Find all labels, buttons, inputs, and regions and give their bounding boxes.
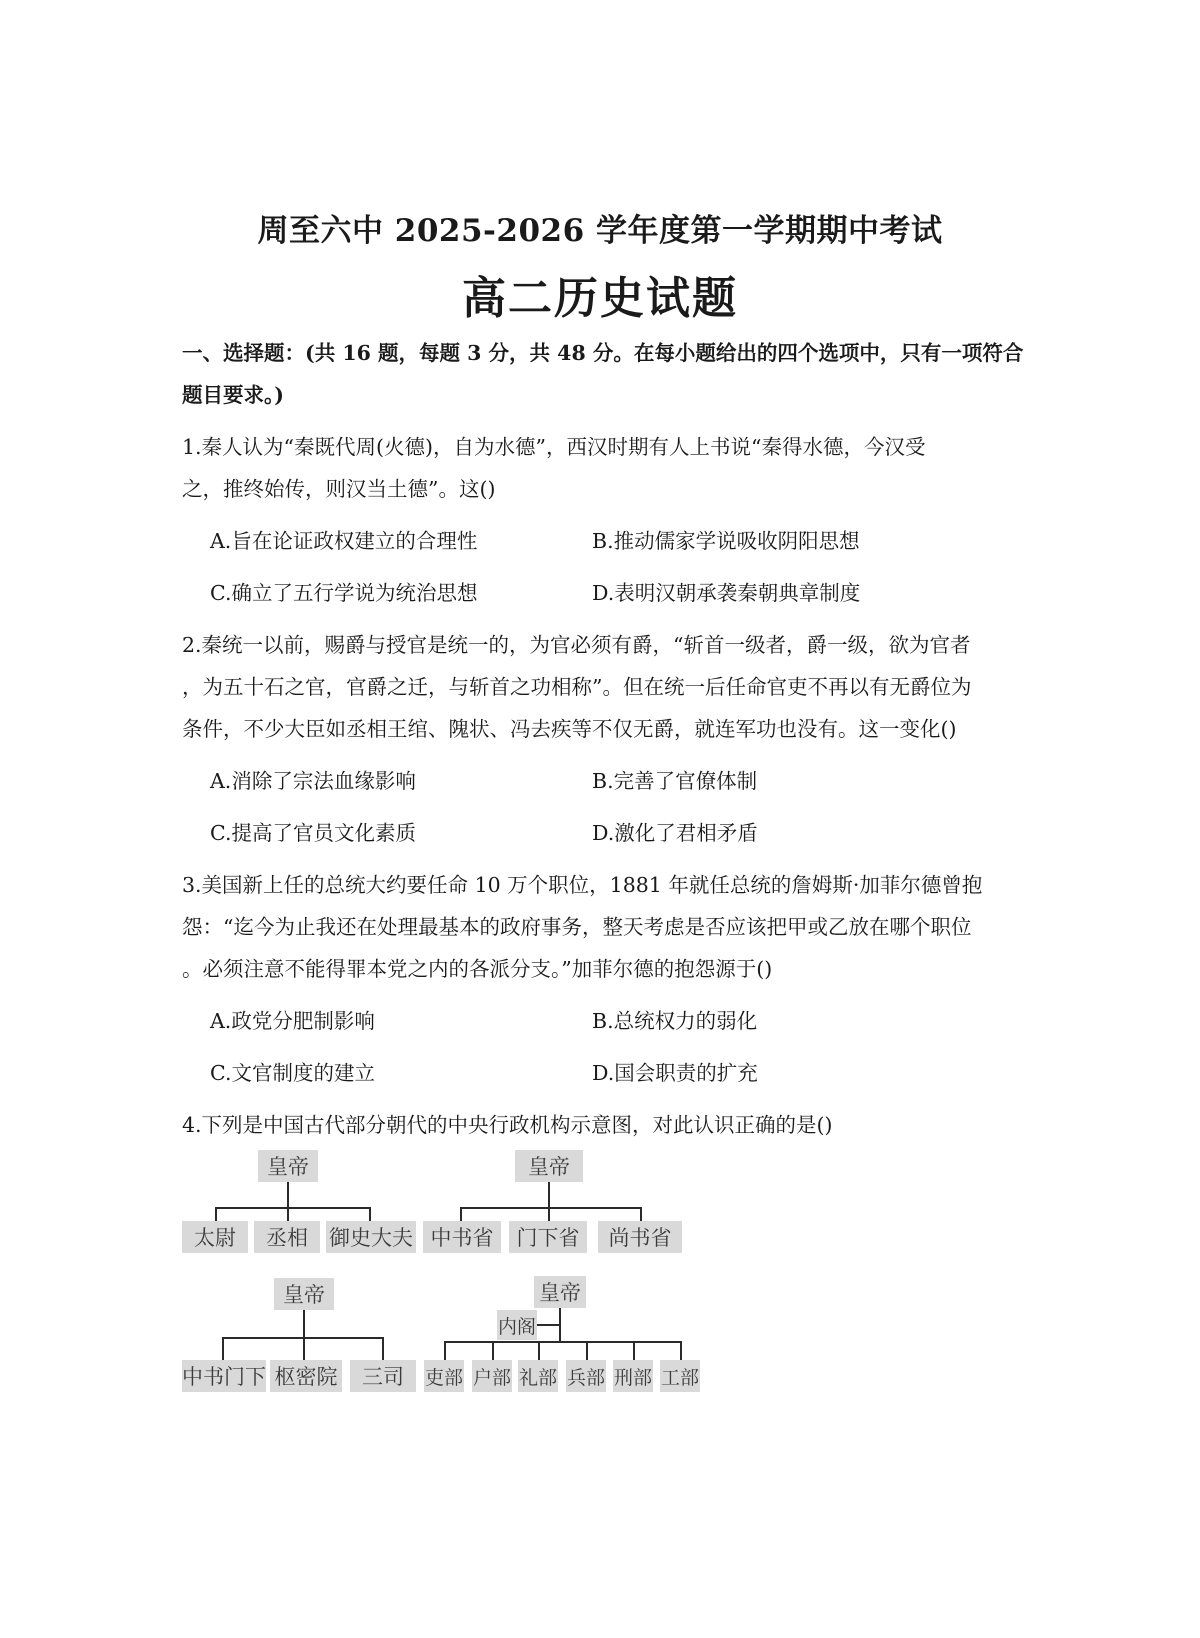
chart1-taiwei-box: 太尉 [182,1221,248,1253]
question-1-option-b: B.推动儒家学说吸收阴阳思想 [592,529,860,553]
chart2-emperor-box: 皇帝 [515,1150,583,1182]
question-1-option-c: C.确立了五行学说为统治思想 [210,581,478,605]
chart2-zhongshusheng-box: 中书省 [423,1221,501,1253]
chart4-drop-line [586,1341,588,1361]
chart4-emperor-box: 皇帝 [534,1276,586,1308]
chart4-drop-line [444,1341,446,1361]
chart4-drop-line [538,1341,540,1361]
question-3-line2: 怨：“迄今为止我还在处理最基本的政府事务，整天考虑是否应该把甲或乙放在哪个职位 [182,915,972,939]
chart4-drop-line [633,1341,635,1361]
chart3-drop-line [303,1337,305,1361]
chart4-side-link-line [537,1324,559,1326]
question-1-option-d: D.表明汉朝承袭秦朝典章制度 [592,581,861,605]
chart3-zhongshumenxia-box: 中书门下 [182,1360,266,1392]
question-2-option-b: B.完善了官僚体制 [592,769,758,793]
chart4-libu-rites-box: 礼部 [518,1360,558,1392]
chart4-gongbu-box: 工部 [660,1360,700,1392]
exam-subtitle: 高二历史试题 [462,273,738,324]
chart2-drop-line [548,1207,550,1222]
chart3-shumiyuan-box: 枢密院 [270,1360,342,1392]
chart1-yushidafu-box: 御史大夫 [326,1221,416,1253]
question-3-option-d: D.国会职责的扩充 [592,1061,758,1085]
section-instructions-line2: 题目要求。) [182,383,284,407]
chart3-drop-line [382,1337,384,1361]
question-1-line2: 之，推终始传，则汉当土德”。这() [182,477,496,501]
chart2-menxiasheng-box: 门下省 [509,1221,587,1253]
chart2-branch-line [460,1207,642,1209]
question-1-option-a: A.旨在论证政权建立的合理性 [210,529,478,553]
chart4-drop-line [492,1341,494,1361]
chart4-drop-line [680,1341,682,1361]
question-3-option-b: B.总统权力的弱化 [592,1009,758,1033]
chart4-branch-line [444,1341,682,1343]
question-1-line1: 1.秦人认为“秦既代周(火德)，自为水德”，西汉时期有人上书说“秦得水德，今汉受 [182,435,926,459]
chart4-neige-box: 内阁 [497,1310,537,1340]
chart4-stem-line [559,1308,561,1342]
question-3-line1: 3.美国新上任的总统大约要任命 10 万个职位，1881 年就任总统的詹姆斯·加菲尔德曾抱 [182,873,983,897]
question-2-line3: 条件，不少大臣如丞相王绾、隗状、冯去疾等不仅无爵，就连军功也没有。这一变化() [182,717,957,741]
question-2-option-d: D.激化了君相矛盾 [592,821,758,845]
chart4-xingbu-box: 刑部 [613,1360,653,1392]
question-3-option-c: C.文官制度的建立 [210,1061,375,1085]
question-3-option-a: A.政党分肥制影响 [210,1009,375,1033]
question-2-option-c: C.提高了官员文化素质 [210,821,416,845]
chart2-drop-line [460,1207,462,1222]
chart2-shangshusheng-box: 尚书省 [598,1221,682,1253]
question-4-line1: 4.下列是中国古代部分朝代的中央行政机构示意图，对此认识正确的是() [182,1113,833,1137]
chart3-stem-line [303,1310,305,1338]
chart1-drop-line [215,1207,217,1222]
chart1-stem-line [287,1182,289,1208]
chart2-drop-line [640,1207,642,1222]
chart1-emperor-box: 皇帝 [258,1150,318,1182]
section-instructions-line1: 一、选择题：(共 16 题，每题 3 分，共 48 分。在每小题给出的四个选项中，只有一项符合 [182,341,1024,365]
chart4-bingbu-box: 兵部 [566,1360,606,1392]
exam-title: 周至六中 2025-2026 学年度第一学期期中考试 [257,213,943,249]
question-2-line1: 2.秦统一以前，赐爵与授官是统一的，为官必须有爵，“斩首一级者，爵一级，欲为官者 [182,633,971,657]
chart4-libu-personnel-box: 吏部 [424,1360,464,1392]
chart1-drop-line [369,1207,371,1222]
question-2-line2: ，为五十石之官，官爵之迁，与斩首之功相称”。但在统一后任命官吏不再以有无爵位为 [182,675,972,699]
chart1-chengxiang-box: 丞相 [254,1221,320,1253]
chart4-hubu-box: 户部 [472,1360,512,1392]
chart1-branch-line [215,1207,371,1209]
chart3-sansi-box: 三司 [350,1360,416,1392]
question-3-line3: 。必须注意不能得罪本党之内的各派分支。”加菲尔德的抱怨源于() [182,957,773,981]
chart3-emperor-box: 皇帝 [274,1278,334,1310]
chart3-drop-line [222,1337,224,1361]
chart2-stem-line [548,1182,550,1208]
chart1-drop-line [287,1207,289,1222]
question-2-option-a: A.消除了宗法血缘影响 [210,769,416,793]
